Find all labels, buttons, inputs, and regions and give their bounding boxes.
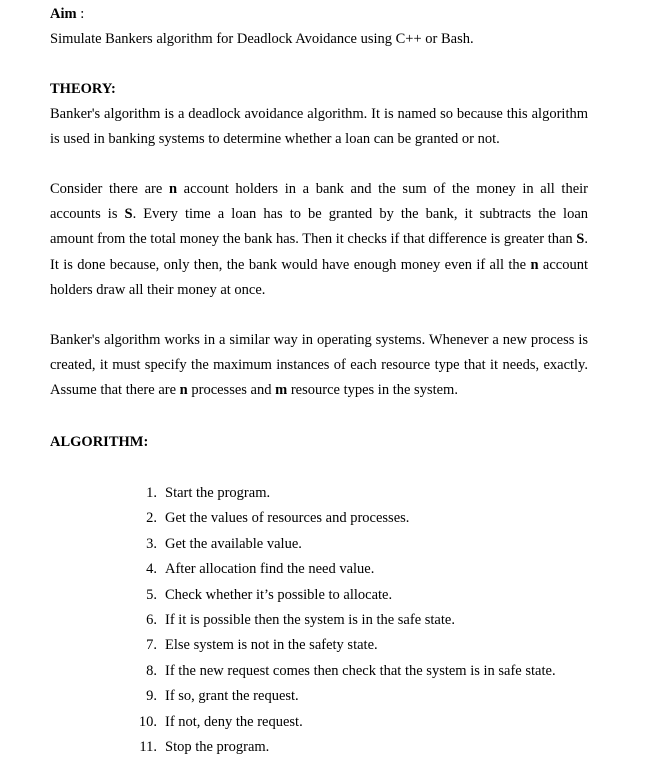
bold-term-s: S [576, 231, 585, 248]
bold-term-n: n [530, 256, 539, 273]
text-run: accounts is [50, 206, 125, 223]
aim-label: Aim [50, 6, 77, 22]
theory-p1-line-2: is used in banking systems to determine whether a loan can be granted or not. [50, 131, 500, 148]
algorithm-step [128, 611, 556, 636]
algorithm-step [128, 662, 556, 687]
aim-separator: : [76, 6, 85, 22]
text-run: resource types in the system. [287, 382, 458, 399]
theory-p2-line-3 [50, 227, 588, 252]
step-text: Stop the program. [165, 738, 270, 755]
text-run: . [584, 231, 588, 248]
algorithm-step [128, 636, 556, 661]
step-number: 7. [146, 637, 157, 654]
step-text: Get the values of resources and processes. [165, 510, 410, 527]
step-text: After allocation find the need value. [165, 561, 375, 578]
text-run: It is done because, only then, the bank would have enough money even if all the [50, 256, 531, 273]
bold-term-n: n [168, 181, 178, 197]
theory-p3-line-2: created, it must specify the maximum instances of each resource type that it needs, exactly. [50, 357, 588, 374]
step-number: 10. [138, 713, 157, 730]
algorithm-steps-list [128, 484, 556, 763]
theory-paragraph-1 [50, 102, 588, 152]
step-number: 11. [139, 738, 157, 755]
step-number: 9. [146, 688, 157, 705]
text-run: . Every time a loan has to be granted by the bank, it subtracts the loan [132, 206, 588, 223]
text-run: account [538, 256, 588, 273]
step-text: Start the program. [165, 485, 271, 501]
theory-p3-line-3 [50, 378, 588, 403]
theory-p2-line-4 [50, 253, 588, 278]
step-number: 1. [146, 485, 157, 501]
step-number: 4. [146, 561, 157, 578]
bold-term-s: S [124, 206, 133, 223]
step-text: If so, grant the request. [165, 688, 299, 705]
step-number: 2. [146, 510, 157, 527]
bold-term-m: m [275, 382, 288, 399]
theory-heading: THEORY: [50, 81, 116, 97]
algorithm-step [128, 535, 556, 560]
step-text: Check whether it’s possible to allocate. [165, 586, 393, 603]
step-number: 5. [146, 586, 157, 603]
theory-p3-line-1: Banker's algorithm works in a similar way in operating systems. Whenever a new process is [50, 332, 588, 348]
theory-p2-line-1 [50, 177, 588, 202]
algorithm-step [128, 484, 556, 509]
bold-term-n: n [179, 382, 188, 399]
theory-paragraph-3 [50, 328, 588, 404]
algorithm-step [128, 586, 556, 611]
algorithm-step [128, 560, 556, 585]
aim-label-line [50, 5, 84, 23]
theory-p1-line-1: Banker's algorithm is a deadlock avoidance algorithm. It is named so because this algorithm [50, 106, 588, 122]
theory-p2-line-2 [50, 202, 588, 227]
text-run: processes and [187, 382, 276, 399]
text-run: Consider there are [50, 181, 169, 197]
step-text: If not, deny the request. [165, 713, 303, 730]
step-text: If it is possible then the system is in the safe state. [165, 611, 455, 628]
algorithm-step [128, 738, 556, 763]
theory-p2-line-5: holders draw all their money at once. [50, 281, 266, 298]
step-text: Get the available value. [165, 535, 302, 552]
step-number: 3. [146, 535, 157, 552]
text-run: account holders in a bank and the sum of the money in all their [177, 181, 589, 197]
step-text: Else system is not in the safety state. [165, 637, 378, 654]
algorithm-heading: ALGORITHM: [50, 434, 149, 450]
algorithm-step [128, 509, 556, 534]
theory-paragraph-2 [50, 177, 588, 303]
algorithm-step [128, 687, 556, 712]
step-number: 8. [146, 662, 157, 679]
text-run: Assume that there are [50, 382, 180, 399]
algorithm-step [128, 713, 556, 738]
step-text: If the new request comes then check that the system is in safe state. [165, 662, 556, 679]
step-number: 6. [146, 611, 157, 628]
text-run: amount from the total money the bank has. Then it checks if that difference is greater than [50, 231, 577, 248]
aim-description: Simulate Bankers algorithm for Deadlock Avoidance using C++ or Bash. [50, 31, 474, 47]
